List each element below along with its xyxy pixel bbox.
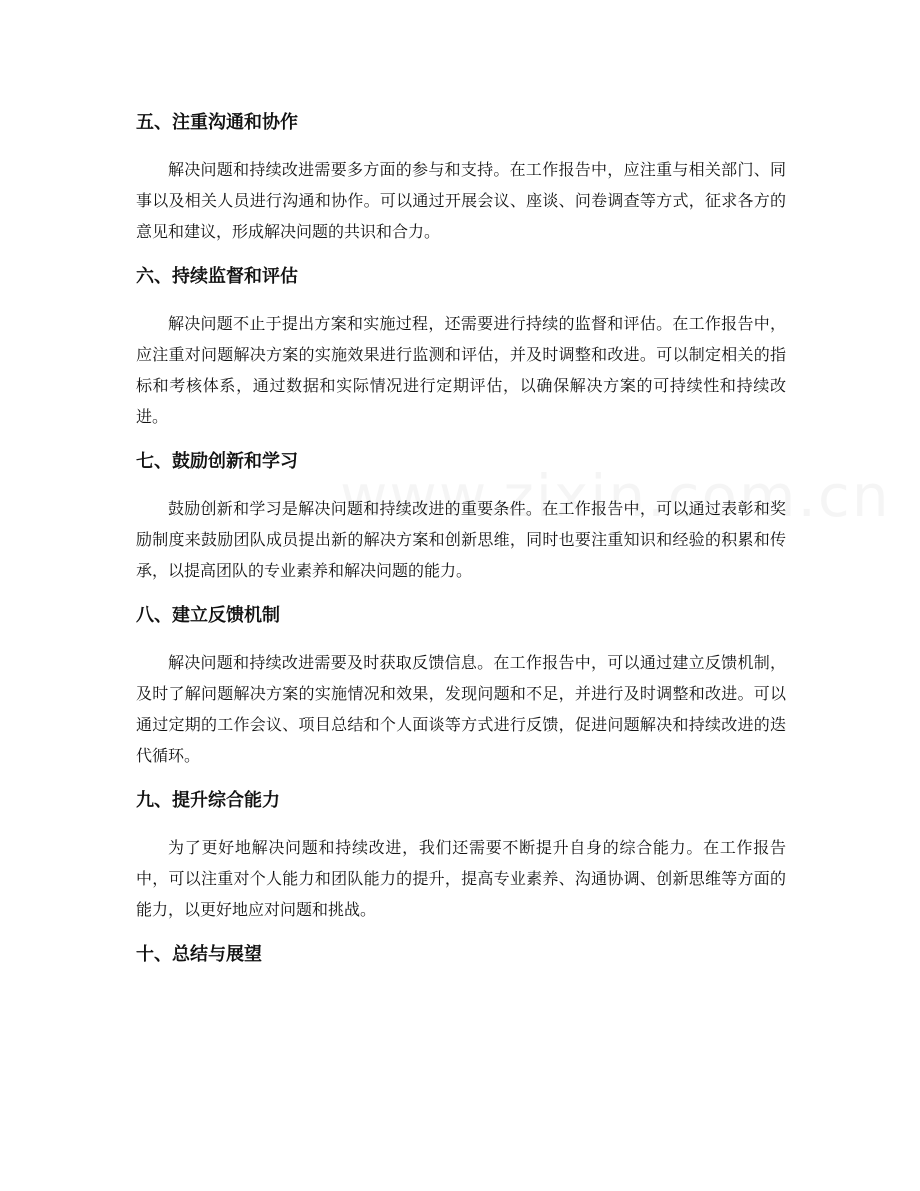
section-6 <box>136 255 786 432</box>
section-heading: 十、总结与展望 <box>136 944 262 965</box>
section-5 <box>136 101 786 247</box>
section-heading: 七、鼓励创新和学习 <box>136 451 298 472</box>
section-9 <box>136 779 786 925</box>
section-paragraph: 为了更好地解决问题和持续改进，我们还需要不断提升自身的综合能力。在工作报告中，可以注重对个人能力和团队能力的提升，提高专业素养、沟通协调、创新思维等方面的能力，以更好地应对问题和挑战。 <box>136 838 786 919</box>
section-heading: 八、建立反馈机制 <box>136 605 280 626</box>
section-heading: 六、持续监督和评估 <box>136 266 298 287</box>
section-8 <box>136 594 786 771</box>
section-paragraph: 解决问题不止于提出方案和实施过程，还需要进行持续的监督和评估。在工作报告中，应注重对问题解决方案的实施效果进行监测和评估，并及时调整和改进。可以制定相关的指标和考核体系，通过数据和实际情况进行定期评估，以确保解决方案的可持续性和持续改进。 <box>136 314 786 426</box>
section-10 <box>136 933 786 977</box>
section-heading: 五、注重沟通和协作 <box>136 112 298 133</box>
section-heading: 九、提升综合能力 <box>136 790 280 811</box>
section-paragraph: 解决问题和持续改进需要及时获取反馈信息。在工作报告中，可以通过建立反馈机制，及时了解问题解决方案的实施情况和效果，发现问题和不足，并进行及时调整和改进。可以通过定期的工作会议、项目总结和个人面谈等方式进行反馈，促进问题解决和持续改进的迭代循环。 <box>136 653 786 765</box>
section-paragraph: 鼓励创新和学习是解决问题和持续改进的重要条件。在工作报告中，可以通过表彰和奖励制度来鼓励团队成员提出新的解决方案和创新思维，同时也要注重知识和经验的积累和传承，以提高团队的专业素养和解决问题的能力。 <box>136 499 786 580</box>
section-7 <box>136 440 786 586</box>
document-content <box>136 101 786 977</box>
section-paragraph: 解决问题和持续改进需要多方面的参与和支持。在工作报告中，应注重与相关部门、同事以及相关人员进行沟通和协作。可以通过开展会议、座谈、问卷调查等方式，征求各方的意见和建议，形成解决问题的共识和合力。 <box>136 160 786 241</box>
